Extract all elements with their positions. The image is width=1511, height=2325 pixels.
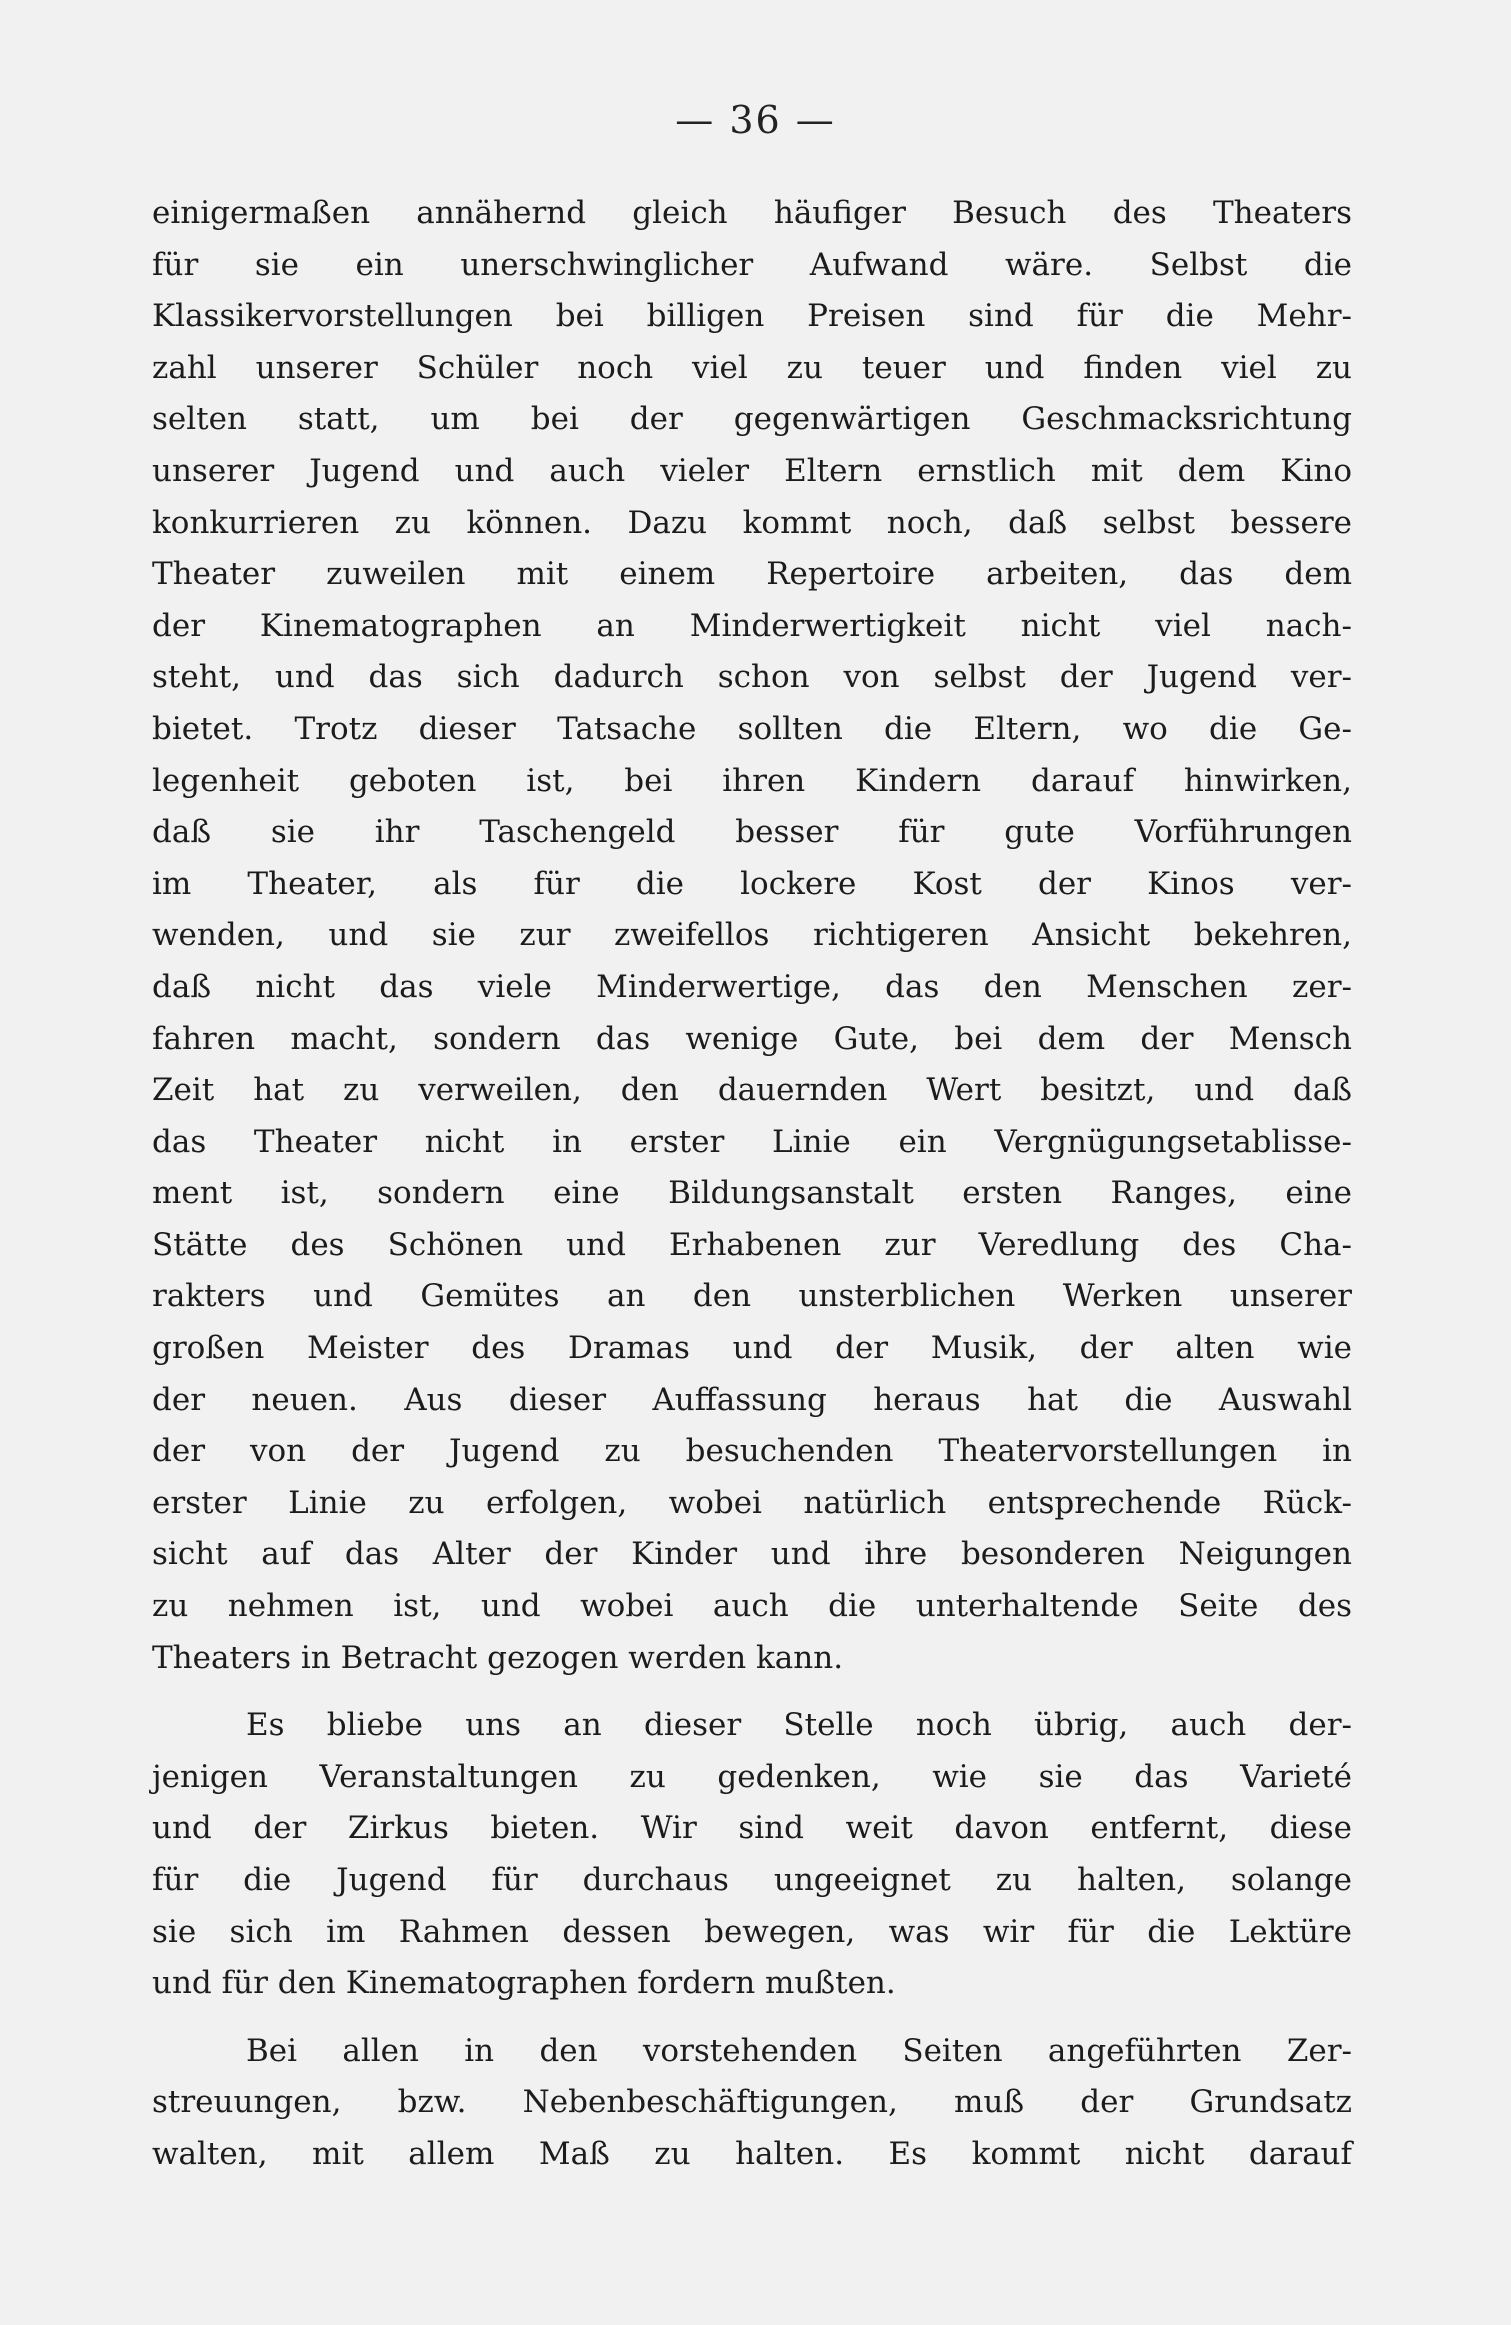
text-line: Zeit hat zu verweilen, den dauernden Wert besitzt, und daß [152,1072,1352,1109]
text-line: Klassikervorstellungen bei billigen Preisen sind für die Mehr- [152,298,1352,335]
text-line: im Theater, als für die lockere Kost der Kinos ver- [152,865,1352,902]
text-line: sicht auf das Alter der Kinder und ihre besonderen Neigungen [152,1536,1352,1573]
text-line: Stätte des Schönen und Erhabenen zur Veredlung des Cha- [152,1226,1352,1263]
text-line: konkurrieren zu können. Dazu kommt noch, daß selbst bessere [152,504,1352,541]
text-line: jenigen Veranstaltungen zu gedenken, wie sie das Varieté [152,1758,1352,1795]
text-line: daß nicht das viele Minderwertige, das den Menschen zer- [152,968,1352,1005]
text-line: ment ist, sondern eine Bildungsanstalt ersten Ranges, eine [152,1175,1352,1212]
paragraph-spacer [152,1684,1352,1700]
text-line: rakters und Gemütes an den unsterblichen Werken unserer [152,1278,1352,1315]
paragraph-3 [152,2026,1352,2181]
text-line: und der Zirkus bieten. Wir sind weit davon entfernt, diese [152,1810,1352,1847]
text-line: Theaters in Betracht gezogen werden kann. [152,1639,844,1676]
text-line: und für den Kinematographen fordern mußten. [152,1965,896,2002]
text-line: großen Meister des Dramas und der Musik, der alten wie [152,1330,1352,1367]
paragraph-spacer [152,2010,1352,2026]
text-line: der neuen. Aus dieser Auffassung heraus hat die Auswahl [152,1381,1352,1418]
body-text [152,188,1352,2181]
text-line: Es bliebe uns an dieser Stelle noch übrig, auch der- [246,1707,1352,1744]
page-number: — 36 — [675,98,836,142]
text-line: zu nehmen ist, und wobei auch die unterhaltende Seite des [152,1588,1352,1625]
text-line: der Kinematographen an Minderwertigkeit nicht viel nach- [152,607,1352,644]
text-line: erster Linie zu erfolgen, wobei natürlich entsprechende Rück- [152,1484,1352,1521]
text-line: sie sich im Rahmen dessen bewegen, was wir für die Lektüre [152,1913,1352,1950]
text-line: für sie ein unerschwinglicher Aufwand wäre. Selbst die [152,246,1352,283]
text-line: streuungen, bzw. Nebenbeschäftigungen, muß der Grundsatz [152,2084,1352,2121]
paragraph-2 [152,1700,1352,2010]
text-line: bietet. Trotz dieser Tatsache sollten die Eltern, wo die Ge- [152,710,1352,747]
text-line: einigermaßen annähernd gleich häufiger Besuch des Theaters [152,195,1352,231]
text-line: selten statt, um bei der gegenwärtigen Geschmacksrichtung [152,401,1352,438]
text-line: Bei allen in den vorstehenden Seiten angeführten Zer- [246,2032,1352,2069]
text-line: daß sie ihr Taschengeld besser für gute Vorführungen [152,814,1352,851]
text-line: fahren macht, sondern das wenige Gute, bei dem der Mensch [152,1020,1352,1057]
text-line: legenheit geboten ist, bei ihren Kindern darauf hinwirken, [152,762,1352,799]
text-line: das Theater nicht in erster Linie ein Vergnügungsetablisse- [152,1123,1352,1160]
text-line: zahl unserer Schüler noch viel zu teuer und finden viel zu [152,349,1352,386]
paragraph-1 [152,188,1352,1684]
text-line: unserer Jugend und auch vieler Eltern ernstlich mit dem Kino [152,452,1352,489]
text-line: wenden, und sie zur zweifellos richtigeren Ansicht bekehren, [152,917,1352,954]
text-line: walten, mit allem Maß zu halten. Es kommt nicht darauf [152,2135,1352,2172]
text-line: steht, und das sich dadurch schon von selbst der Jugend ver- [152,659,1352,696]
text-line: der von der Jugend zu besuchenden Theatervorstellungen in [152,1433,1352,1470]
text-line: für die Jugend für durchaus ungeeignet zu halten, solange [152,1862,1352,1898]
text-line: Theater zuweilen mit einem Repertoire arbeiten, das dem [152,556,1352,593]
